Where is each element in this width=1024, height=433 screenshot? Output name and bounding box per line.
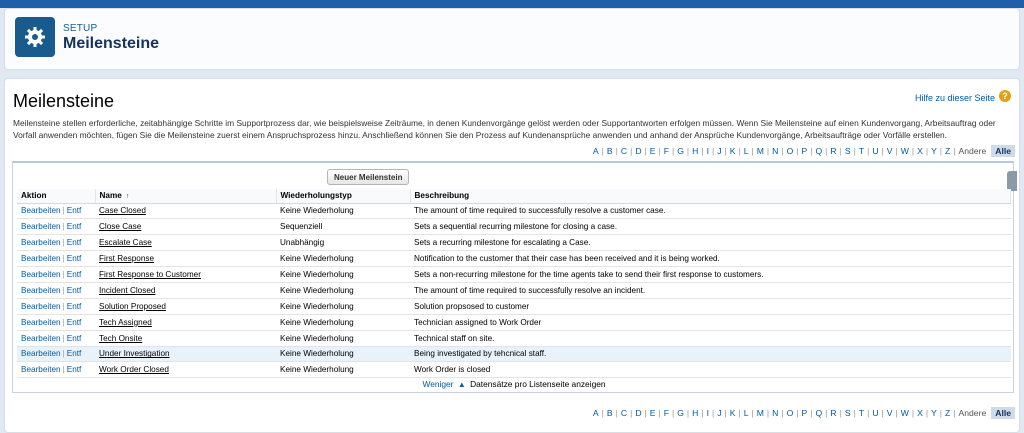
alphabet-separator: |: [911, 408, 915, 418]
alphabet-separator: |: [781, 408, 784, 418]
recurrence-type: Unabhängig: [276, 235, 410, 251]
milestone-list: [12, 161, 1014, 393]
delete-link[interactable]: Entf: [66, 222, 82, 232]
alphabet-letter-f[interactable]: F: [663, 408, 669, 418]
alphabet-letter-v[interactable]: V: [886, 408, 893, 418]
milestone-name-cell: [95, 314, 276, 330]
milestone-name-link[interactable]: Tech Onsite: [99, 333, 143, 343]
alphabet-separator: |: [796, 408, 799, 418]
edit-link[interactable]: Bearbeiten: [21, 222, 61, 232]
alphabet-separator: |: [686, 146, 690, 156]
action-separator: |: [62, 270, 65, 279]
action-separator: |: [62, 238, 65, 248]
alphabet-separator: |: [925, 408, 929, 418]
action-separator: |: [62, 206, 65, 216]
alphabet-letter-f[interactable]: F: [663, 146, 669, 156]
alphabet-letter-p[interactable]: P: [801, 146, 808, 156]
records-per-page: [13, 379, 1015, 389]
column-header-recurrence: Wiederholungstyp: [276, 189, 410, 203]
sort-arrow-icon[interactable]: ↑: [125, 193, 130, 201]
table-row: [17, 362, 1011, 378]
alphabet-separator: |: [825, 146, 828, 156]
alphabet-separator: |: [701, 408, 704, 418]
alphabet-letter-c[interactable]: C: [620, 408, 628, 418]
alphabet-letter-v[interactable]: V: [886, 146, 893, 156]
milestone-description: Technical staff on site.: [410, 330, 1011, 346]
recurrence-type: Keine Wiederholung: [276, 346, 410, 362]
top-band: [0, 0, 1024, 8]
milestone-name-link[interactable]: Incident Closed: [99, 285, 156, 295]
alphabet-letter-x[interactable]: X: [917, 146, 923, 156]
alphabet-separator: |: [615, 146, 618, 156]
table-row: [17, 267, 1011, 283]
action-separator: |: [62, 254, 65, 264]
alphabet-separator: |: [711, 146, 715, 156]
alphabet-separator: |: [615, 408, 618, 418]
milestone-description: Work Order is closed: [410, 362, 1011, 378]
edit-link[interactable]: Bearbeiten: [21, 238, 61, 248]
alphabet-separator: |: [751, 146, 754, 156]
action-separator: |: [62, 301, 65, 311]
alphabet-separator: |: [881, 408, 884, 418]
page-header: [4, 8, 1020, 70]
alphabet-letter-c[interactable]: C: [620, 146, 628, 156]
alphabet-separator: |: [644, 146, 647, 156]
table-row: [17, 314, 1011, 330]
alphabet-separator: |: [895, 146, 898, 156]
table-row: [17, 330, 1011, 346]
table-row: [17, 298, 1011, 314]
edit-link[interactable]: Bearbeiten: [21, 365, 61, 375]
row-actions: [17, 298, 95, 314]
alphabet-letter-i[interactable]: I: [706, 408, 709, 418]
alphabet-letter-a[interactable]: A: [592, 146, 599, 156]
alphabet-letter-w[interactable]: W: [900, 408, 909, 418]
alphabet-letter-d[interactable]: D: [635, 408, 642, 418]
milestone-description: Notification to the customer that their case has been received and it is being worked.: [410, 251, 1011, 267]
alphabet-separator: |: [658, 146, 661, 156]
alphabet-filter-top: [590, 145, 1015, 157]
help-icon[interactable]: ?: [999, 90, 1011, 102]
alphabet-letter-j[interactable]: J: [717, 146, 722, 156]
triangle-up-icon[interactable]: ▲: [457, 380, 466, 389]
recurrence-type: Keine Wiederholung: [276, 314, 410, 330]
action-separator: |: [62, 317, 65, 327]
alphabet-separator: |: [911, 146, 915, 156]
row-actions: [17, 235, 95, 251]
milestone-name-link[interactable]: Under Investigation: [99, 349, 170, 359]
alphabet-letter-q[interactable]: Q: [815, 408, 823, 418]
milestone-name-cell: [95, 330, 276, 346]
alphabet-letter-o[interactable]: O: [786, 408, 794, 418]
gear-icon: [15, 17, 55, 57]
milestone-name-cell: [95, 251, 276, 267]
table-row: [17, 203, 1011, 219]
milestone-name-cell: [95, 362, 276, 378]
alphabet-letter-y[interactable]: Y: [931, 408, 937, 418]
delete-link[interactable]: Entf: [66, 238, 82, 248]
recurrence-type: Sequenziell: [276, 219, 410, 235]
milestone-description: The amount of time required to successfully resolve an incident.: [410, 282, 1011, 298]
alphabet-letter-h[interactable]: H: [692, 146, 699, 156]
edit-link[interactable]: Bearbeiten: [21, 206, 61, 216]
milestone-name-link[interactable]: Case Closed: [99, 206, 146, 216]
table-row: [17, 251, 1011, 267]
alphabet-letter-n[interactable]: N: [772, 408, 779, 418]
recurrence-type: Keine Wiederholung: [276, 362, 410, 378]
alphabet-letter-r[interactable]: R: [830, 146, 837, 156]
edit-link[interactable]: Bearbeiten: [21, 333, 61, 343]
alphabet-letter-k[interactable]: K: [729, 146, 736, 156]
milestone-table: [17, 189, 1011, 378]
milestone-name-cell: [95, 267, 276, 283]
alphabet-letter-q[interactable]: Q: [815, 146, 823, 156]
alphabet-letter-b[interactable]: B: [606, 408, 613, 418]
alphabet-separator: |: [701, 146, 704, 156]
alphabet-letter-t[interactable]: T: [858, 408, 865, 418]
alphabet-separator: |: [686, 408, 690, 418]
edit-link[interactable]: Bearbeiten: [21, 349, 61, 359]
alphabet-filter-bottom: [590, 407, 1015, 419]
alphabet-letter-a[interactable]: A: [592, 408, 599, 418]
row-actions: [17, 251, 95, 267]
alphabet-separator: |: [895, 408, 898, 418]
alphabet-separator: |: [781, 146, 784, 156]
column-header-name[interactable]: [95, 189, 276, 203]
alphabet-separator: |: [839, 146, 842, 156]
alphabet-letter-b[interactable]: B: [606, 146, 613, 156]
alphabet-separator: |: [867, 146, 870, 156]
milestone-name-cell: [95, 219, 276, 235]
milestone-name-link[interactable]: Escalate Case: [99, 238, 152, 248]
alphabet-separator: |: [939, 408, 943, 418]
alphabet-letter-l[interactable]: L: [743, 408, 749, 418]
recurrence-type: Keine Wiederholung: [276, 203, 410, 219]
milestone-name-cell: [95, 346, 276, 362]
recurrence-type: Keine Wiederholung: [276, 298, 410, 314]
milestone-description: The amount of time required to successfully resolve a customer case.: [410, 203, 1011, 219]
action-separator: |: [62, 285, 65, 295]
alphabet-letter-z[interactable]: Z: [945, 408, 951, 418]
row-actions: [17, 203, 95, 219]
edit-link[interactable]: Bearbeiten: [21, 254, 61, 264]
alphabet-other[interactable]: Andere: [958, 146, 987, 156]
alphabet-separator: |: [601, 408, 604, 418]
alphabet-separator: |: [925, 146, 929, 156]
action-separator: |: [62, 222, 65, 232]
row-actions: [17, 330, 95, 346]
delete-link[interactable]: Entf: [66, 365, 82, 375]
milestone-description: Sets a sequential recurring milestone for closing a case.: [410, 219, 1011, 235]
milestone-name-link[interactable]: First Response to Customer: [99, 270, 201, 279]
row-actions: [17, 362, 95, 378]
delete-link[interactable]: Entf: [66, 270, 82, 279]
alphabet-letter-u[interactable]: U: [872, 146, 879, 156]
alphabet-separator: |: [953, 408, 956, 418]
alphabet-separator: |: [766, 408, 770, 418]
milestone-name-cell: [95, 282, 276, 298]
alphabet-separator: |: [738, 146, 741, 156]
alphabet-letter-r[interactable]: R: [830, 408, 837, 418]
recurrence-type: Keine Wiederholung: [276, 251, 410, 267]
edit-link[interactable]: Bearbeiten: [21, 285, 61, 295]
delete-link[interactable]: Entf: [66, 349, 82, 359]
alphabet-letter-j[interactable]: J: [717, 408, 722, 418]
alphabet-separator: |: [601, 146, 604, 156]
alphabet-letter-m[interactable]: M: [756, 408, 764, 418]
delete-link[interactable]: Entf: [66, 317, 82, 327]
alphabet-all[interactable]: Alle: [991, 407, 1015, 419]
alphabet-letter-n[interactable]: N: [772, 146, 779, 156]
alphabet-letter-e[interactable]: E: [649, 146, 656, 156]
alphabet-separator: |: [939, 146, 943, 156]
recurrence-type: Keine Wiederholung: [276, 282, 410, 298]
alphabet-letter-w[interactable]: W: [900, 146, 909, 156]
milestone-name-cell: [95, 203, 276, 219]
delete-link[interactable]: Entf: [66, 333, 82, 343]
table-row: [17, 219, 1011, 235]
milestone-description: Being investigated by tehcnical staff.: [410, 346, 1011, 362]
alphabet-separator: |: [671, 408, 675, 418]
alphabet-separator: |: [810, 146, 813, 156]
fewer-link[interactable]: Weniger: [422, 379, 454, 389]
delete-link[interactable]: Entf: [66, 206, 82, 216]
alphabet-separator: |: [796, 146, 799, 156]
collapse-handle[interactable]: [1007, 171, 1017, 191]
column-header-action: Aktion: [17, 189, 95, 203]
row-actions: [17, 314, 95, 330]
alphabet-letter-d[interactable]: D: [635, 146, 642, 156]
help-link[interactable]: Hilfe zu dieser Seite: [914, 93, 995, 103]
alphabet-letter-o[interactable]: O: [786, 146, 794, 156]
edit-link[interactable]: Bearbeiten: [21, 317, 61, 327]
alphabet-letter-s[interactable]: S: [844, 408, 851, 418]
row-actions: [17, 219, 95, 235]
alphabet-letter-g[interactable]: G: [677, 408, 684, 418]
milestone-name-link[interactable]: First Response: [99, 254, 155, 264]
milestone-name-cell: [95, 235, 276, 251]
milestone-name-link[interactable]: Solution Proposed: [99, 301, 166, 311]
alphabet-letter-t[interactable]: T: [858, 146, 865, 156]
column-header-description: Beschreibung: [410, 189, 1011, 203]
milestone-description: Sets a recurring milestone for escalating a Case.: [410, 235, 1011, 251]
alphabet-all[interactable]: Alle: [991, 145, 1015, 157]
alphabet-separator: |: [825, 408, 828, 418]
action-separator: |: [62, 365, 65, 375]
milestone-name-cell: [95, 298, 276, 314]
table-row: [17, 235, 1011, 251]
alphabet-separator: |: [724, 408, 727, 418]
alphabet-letter-y[interactable]: Y: [931, 146, 937, 156]
main-content: [4, 78, 1020, 433]
alphabet-letter-s[interactable]: S: [844, 146, 851, 156]
alphabet-letter-u[interactable]: U: [872, 408, 879, 418]
delete-link[interactable]: Entf: [66, 301, 82, 311]
column-header-name-label[interactable]: Name: [99, 191, 122, 201]
alphabet-letter-e[interactable]: E: [649, 408, 656, 418]
alphabet-other[interactable]: Andere: [958, 408, 987, 418]
row-actions: [17, 267, 95, 283]
description-text: Meilensteine stellen erforderliche, zeitabhängige Schritte im Supportprozess dar, wie beispielsweise Zeiträume, in denen Kundenvorgänge gelöst werden oder Supportantworten erfolgen müssen. Wenn Sie Meilensteine auf einen Kundenvorgang, Arbeitsauftrag oder Vorfall anwenden möchten, fügen Sie die Meilensteine zuerst einem Anspruchsprozess hinzu. Anschließend können Sie den Prozess auf Kundenansprüche anwenden und anhand der Ansprüche Kundenvorgänge, Arbeitsaufträge oder Vorfälle erstellen.: [13, 118, 996, 140]
alphabet-separator: |: [881, 146, 884, 156]
alphabet-separator: |: [724, 146, 727, 156]
recurrence-type: Keine Wiederholung: [276, 267, 410, 283]
edit-link[interactable]: Bearbeiten: [21, 270, 61, 279]
table-row: [17, 282, 1011, 298]
row-actions: [17, 346, 95, 362]
alphabet-separator: |: [738, 408, 741, 418]
alphabet-separator: |: [630, 146, 633, 156]
alphabet-separator: |: [810, 408, 813, 418]
alphabet-letter-p[interactable]: P: [801, 408, 808, 418]
alphabet-letter-g[interactable]: G: [677, 146, 684, 156]
page-title: Meilensteine: [63, 35, 160, 52]
row-actions: [17, 282, 95, 298]
milestone-description: Sets a non-recurring milestone for the time agents take to send their first response to customers.: [410, 267, 1011, 283]
action-separator: |: [62, 349, 65, 359]
alphabet-separator: |: [853, 408, 856, 418]
alphabet-letter-k[interactable]: K: [729, 408, 736, 418]
alphabet-separator: |: [658, 408, 661, 418]
setup-label: SETUP: [63, 23, 98, 34]
new-milestone-button[interactable]: Neuer Meilenstein: [327, 169, 409, 185]
alphabet-letter-l[interactable]: L: [743, 146, 749, 156]
alphabet-separator: |: [867, 408, 870, 418]
milestone-name-link[interactable]: Work Order Closed: [99, 365, 169, 375]
action-separator: |: [62, 333, 65, 343]
alphabet-separator: |: [751, 408, 754, 418]
alphabet-separator: |: [671, 146, 675, 156]
milestone-name-link[interactable]: Tech Assigned: [99, 317, 152, 327]
alphabet-letter-x[interactable]: X: [917, 408, 923, 418]
section-title: Meilensteine: [13, 91, 115, 111]
milestone-description: Technician assigned to Work Order: [410, 314, 1011, 330]
alphabet-separator: |: [839, 408, 842, 418]
alphabet-separator: |: [644, 408, 647, 418]
delete-link[interactable]: Entf: [66, 254, 82, 264]
alphabet-separator: |: [630, 408, 633, 418]
delete-link[interactable]: Entf: [66, 285, 82, 295]
table-row: [17, 346, 1011, 362]
alphabet-letter-h[interactable]: H: [692, 408, 699, 418]
alphabet-separator: |: [853, 146, 856, 156]
alphabet-separator: |: [711, 408, 715, 418]
alphabet-letter-m[interactable]: M: [756, 146, 764, 156]
alphabet-separator: |: [766, 146, 770, 156]
milestone-name-link[interactable]: Close Case: [99, 222, 142, 232]
alphabet-separator: |: [953, 146, 956, 156]
edit-link[interactable]: Bearbeiten: [21, 301, 61, 311]
alphabet-letter-i[interactable]: I: [706, 146, 709, 156]
records-per-page-label: Datensätze pro Listenseite anzeigen: [470, 379, 606, 389]
recurrence-type: Keine Wiederholung: [276, 330, 410, 346]
alphabet-letter-z[interactable]: Z: [945, 146, 951, 156]
milestone-description: Solution propsosed to customer: [410, 298, 1011, 314]
